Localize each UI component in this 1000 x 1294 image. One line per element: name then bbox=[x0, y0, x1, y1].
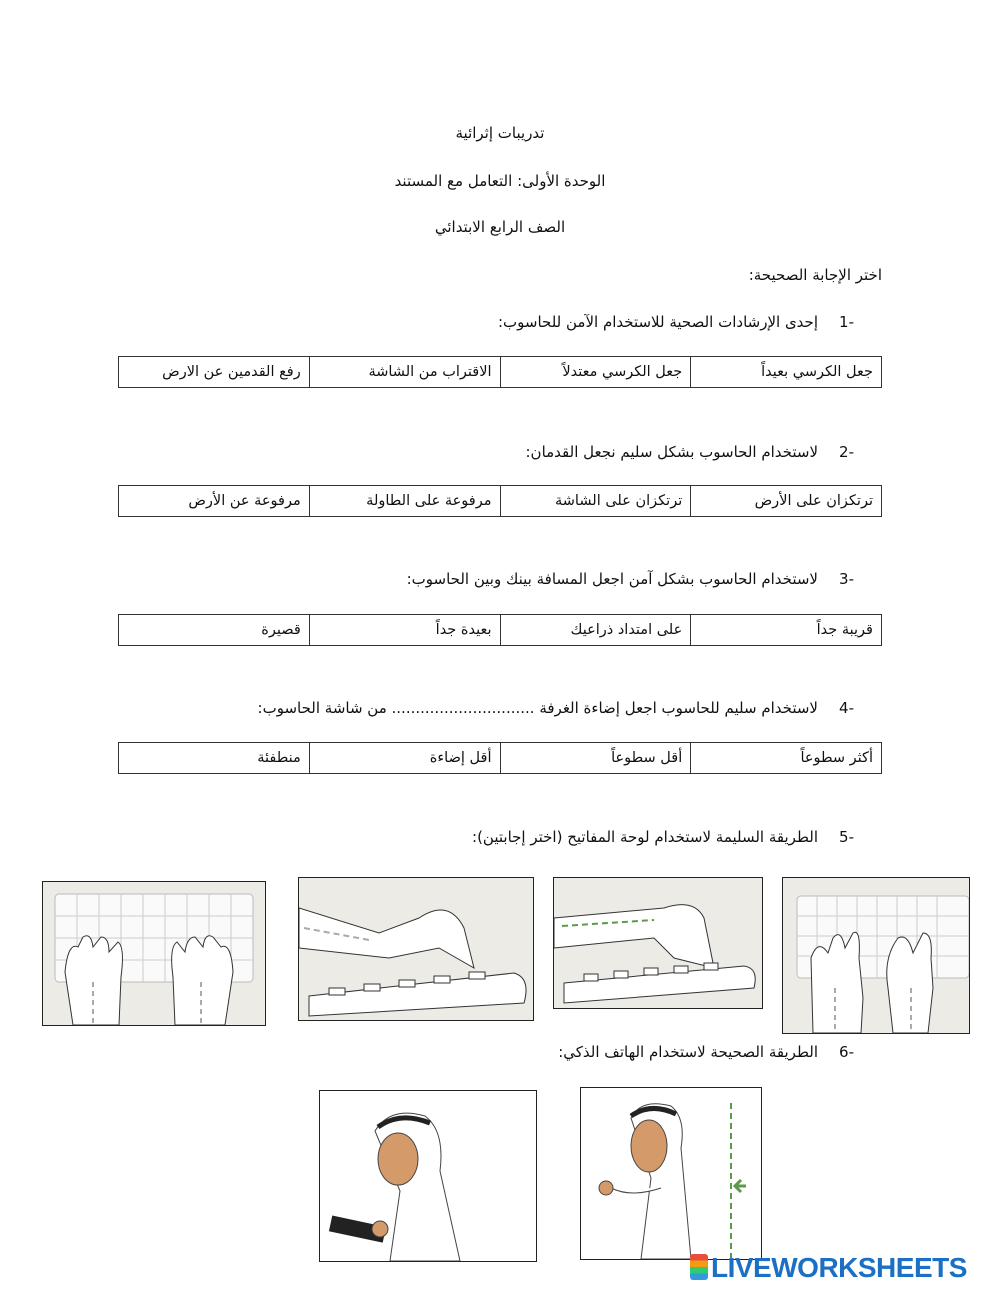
question-number: -6 bbox=[839, 1043, 854, 1061]
question-text: لاستخدام سليم للحاسوب اجعل إضاءة الغرفة .............................. من شاشة الحاسوب: bbox=[257, 699, 818, 717]
keyboard-image-side-bent-wrist[interactable] bbox=[298, 877, 534, 1021]
option[interactable]: بعيدة جداً bbox=[309, 615, 500, 646]
phone-image-upright-posture[interactable] bbox=[580, 1087, 762, 1260]
logo-badge-icon bbox=[690, 1254, 708, 1280]
question-3 bbox=[407, 570, 854, 588]
option[interactable]: منطفئة bbox=[119, 743, 310, 774]
question-number: -1 bbox=[839, 313, 854, 331]
grade-label: الصف الرابع الابتدائي bbox=[434, 218, 566, 236]
question-number: -3 bbox=[839, 570, 854, 588]
option[interactable]: قريبة جداً bbox=[691, 615, 882, 646]
options-table-2 bbox=[118, 485, 882, 517]
unit-title: الوحدة الأولى: التعامل مع المستند bbox=[394, 172, 606, 190]
question-6 bbox=[558, 1043, 854, 1061]
options-table-1 bbox=[118, 356, 882, 388]
option[interactable]: الاقتراب من الشاشة bbox=[309, 357, 500, 388]
option[interactable]: جعل الكرسي بعيداً bbox=[691, 357, 882, 388]
question-text: لاستخدام الحاسوب بشكل آمن اجعل المسافة بينك وبين الحاسوب: bbox=[406, 570, 818, 588]
logo-text: LIVEWORKSHEETS bbox=[711, 1252, 967, 1283]
option[interactable]: أقل سطوعاً bbox=[500, 743, 691, 774]
option[interactable]: أقل إضاءة bbox=[309, 743, 500, 774]
question-text: لاستخدام الحاسوب بشكل سليم نجعل القدمان: bbox=[525, 443, 818, 461]
option[interactable]: قصيرة bbox=[119, 615, 310, 646]
question-number: -2 bbox=[839, 443, 854, 461]
option[interactable]: رفع القدمين عن الارض bbox=[119, 357, 310, 388]
option[interactable]: مرفوعة عن الأرض bbox=[119, 486, 310, 517]
option[interactable]: على امتداد ذراعيك bbox=[500, 615, 691, 646]
options-table-4 bbox=[118, 742, 882, 774]
option[interactable]: مرفوعة على الطاولة bbox=[309, 486, 500, 517]
question-number: -4 bbox=[839, 699, 854, 717]
option[interactable]: ترتكزان على الشاشة bbox=[500, 486, 691, 517]
keyboard-image-straight-hands[interactable] bbox=[42, 881, 266, 1026]
option[interactable]: أكثر سطوعاً bbox=[691, 743, 882, 774]
phone-image-bent-posture[interactable] bbox=[319, 1090, 537, 1262]
question-text: إحدى الإرشادات الصحية للاستخدام الآمن للحاسوب: bbox=[497, 313, 818, 331]
question-2 bbox=[526, 443, 855, 461]
options-table-3 bbox=[118, 614, 882, 646]
liveworksheets-logo bbox=[690, 1252, 967, 1284]
option[interactable]: جعل الكرسي معتدلاً bbox=[500, 357, 691, 388]
question-1 bbox=[498, 313, 854, 331]
keyboard-image-angled-hands[interactable] bbox=[782, 877, 970, 1034]
worksheet-title: تدريبات إثرائية bbox=[455, 124, 545, 142]
instruction: اختر الإجابة الصحيحة: bbox=[748, 266, 882, 284]
question-number: -5 bbox=[839, 828, 854, 846]
option[interactable]: ترتكزان على الأرض bbox=[691, 486, 882, 517]
question-4 bbox=[258, 699, 854, 717]
question-text: الطريقة السليمة لاستخدام لوحة المفاتيح (اختر إجابتين): bbox=[472, 828, 818, 846]
question-5 bbox=[472, 828, 854, 846]
question-text: الطريقة الصحيحة لاستخدام الهاتف الذكي: bbox=[558, 1043, 818, 1061]
keyboard-image-side-straight-wrist[interactable] bbox=[553, 877, 763, 1009]
